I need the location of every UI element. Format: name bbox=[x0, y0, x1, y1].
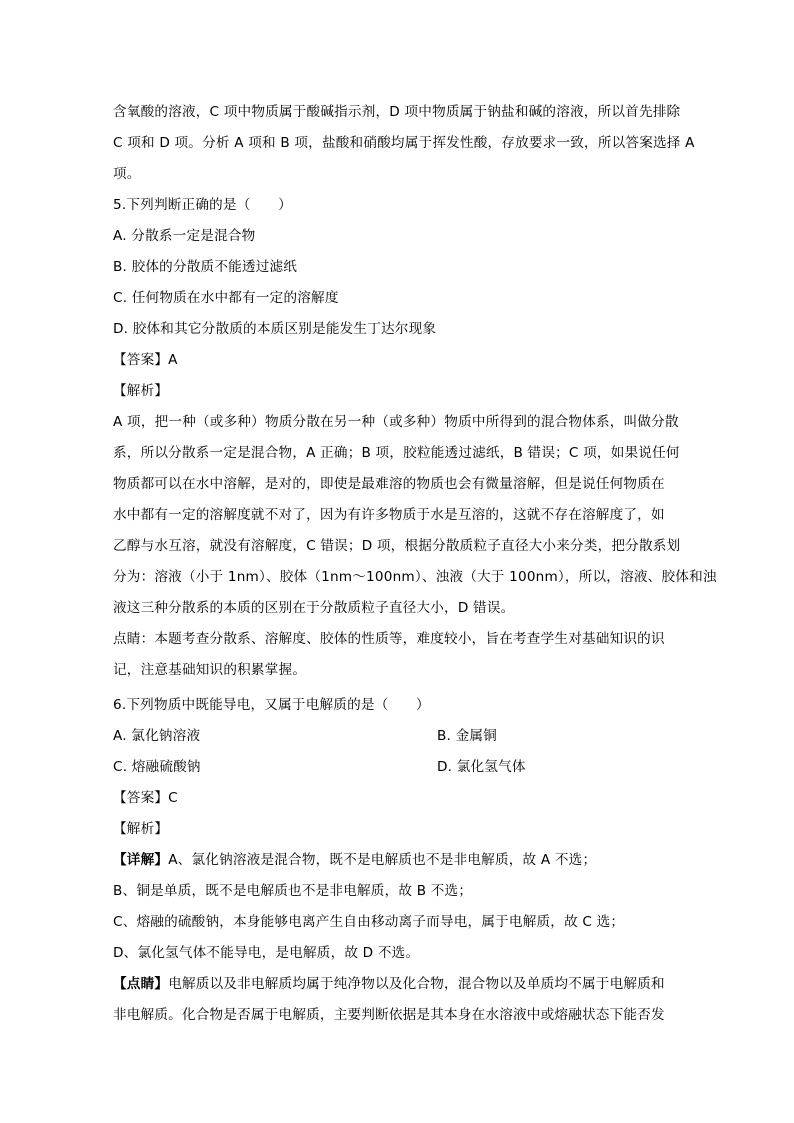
q6-detail-line: D、氯化氢气体不能导电，是电解质，故 D 不选。 bbox=[113, 945, 420, 961]
q6-detail-line: C、熔融的硫酸钠，本身能够电离产生自由移动离子而导电，属于电解质，故 C 选； bbox=[113, 914, 625, 930]
q6-options-row-1 bbox=[113, 727, 683, 745]
q5-answer: 【答案】A bbox=[113, 352, 178, 368]
q5-option-c: C. 任何物质在水中都有一定的溶解度 bbox=[113, 290, 339, 306]
q6-point-line bbox=[113, 975, 683, 993]
q6-detail-line bbox=[113, 851, 683, 869]
q5-option-b: B. 胶体的分散质不能透过滤纸 bbox=[113, 259, 298, 275]
q5-analysis-line: 水中都有一定的溶解度就不对了，因为有许多物质于水是互溶的，这就不存在溶解度了，如 bbox=[113, 507, 665, 523]
q6-option-d: D. 氯化氢气体 bbox=[437, 759, 526, 775]
question-5-stem: 5.下列判断正确的是（ ） bbox=[113, 197, 292, 213]
q6-detail-text: A、氯化钠溶液是混合物，既不是电解质也不是非电解质，故 A 不选； bbox=[168, 852, 597, 868]
q5-option-d: D. 胶体和其它分散质的本质区别是能发生丁达尔现象 bbox=[113, 321, 437, 337]
q5-analysis-line: 液这三种分散系的本质的区别在于分散质粒子直径大小，D 错误。 bbox=[113, 600, 515, 616]
q5-option-a: A. 分散系一定是混合物 bbox=[113, 228, 256, 244]
q5-analysis-line: 乙醇与水互溶，就没有溶解度，C 错误；D 项，根据分散质粒子直径大小来分类，把分散系划 bbox=[113, 538, 681, 554]
q6-option-b: B. 金属铜 bbox=[437, 728, 497, 744]
q5-comment-line: 点睛：本题考查分散系、溶解度、胶体的性质等，难度较小，旨在考查学生对基础知识的识 bbox=[113, 631, 665, 647]
q6-point-line: 非电解质。化合物是否属于电解质，主要判断依据是其本身在水溶液中或熔融状态下能否发 bbox=[113, 1007, 665, 1023]
q6-answer: 【答案】C bbox=[113, 790, 178, 806]
q5-analysis-line: A 项，把一种（或多种）物质分散在另一种（或多种）物质中所得到的混合物体系，叫做分散 bbox=[113, 414, 679, 430]
q6-detail-tag: 【详解】 bbox=[113, 852, 169, 868]
text-line: 含氧酸的溶液，C 项中物质属于酸碱指示剂，D 项中物质属于钠盐和碱的溶液，所以首先排除 bbox=[113, 104, 681, 120]
q6-point-text: 电解质以及非电解质均属于纯净物以及化合物，混合物以及单质均不属于电解质和 bbox=[168, 976, 665, 992]
text-line: C 项和 D 项。分析 A 项和 B 项，盐酸和硝酸均属于挥发性酸，存放要求一致，所以答案选择 A bbox=[113, 135, 695, 151]
q6-options-row-2 bbox=[113, 758, 683, 776]
q6-option-a: A. 氯化钠溶液 bbox=[113, 728, 201, 744]
q5-analysis-line: 物质都可以在水中溶解，是对的，即使是最难溶的物质也会有微量溶解，但是说任何物质在 bbox=[113, 476, 665, 492]
q6-option-c: C. 熔融硫酸钠 bbox=[113, 759, 201, 775]
q5-analysis-line: 分为：溶液（小于 1nm）、胶体（1nm～100nm）、浊液（大于 100nm），所以，溶液、胶体和浊 bbox=[113, 569, 717, 585]
question-6-stem: 6.下列物质中既能导电，又属于电解质的是（ ） bbox=[113, 697, 430, 713]
text-line: 项。 bbox=[113, 166, 141, 182]
q6-analysis-title: 【解析】 bbox=[113, 821, 169, 837]
q5-analysis-title: 【解析】 bbox=[113, 383, 169, 399]
q6-point-tag: 【点睛】 bbox=[113, 976, 169, 992]
q6-detail-line: B、铜是单质，既不是电解质也不是非电解质，故 B 不选； bbox=[113, 883, 473, 899]
q5-comment-line: 记，注意基础知识的积累掌握。 bbox=[113, 662, 307, 678]
q5-analysis-line: 系，所以分散系一定是混合物，A 正确；B 项，胶粒能透过滤纸，B 错误；C 项，如果说任何 bbox=[113, 445, 680, 461]
